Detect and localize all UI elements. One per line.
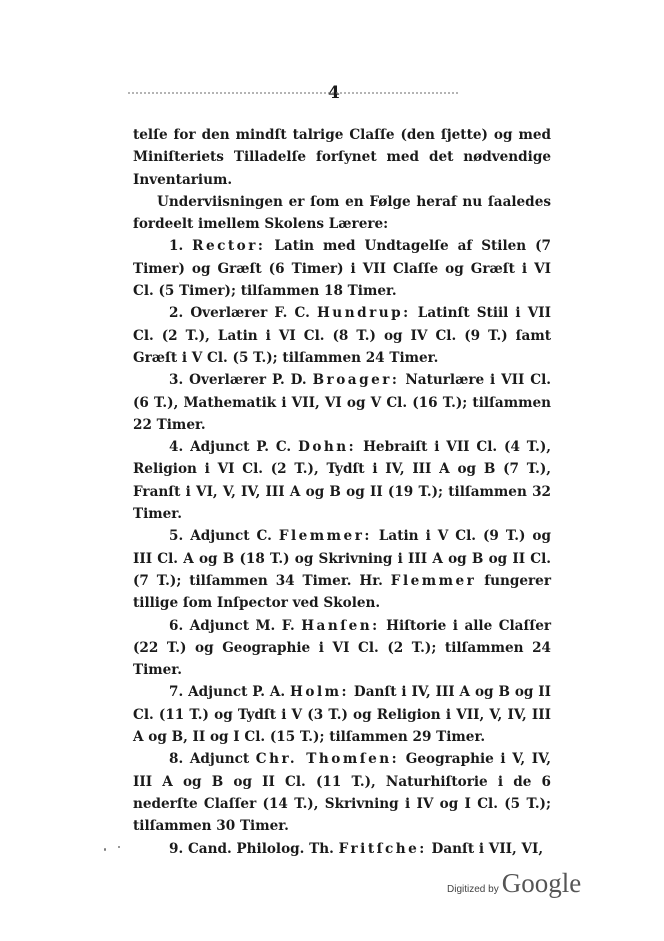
list-item [133,302,551,369]
page-number: 4 [328,83,340,103]
teacher-title: Overlærer P. D. [189,372,307,389]
teacher-name: Fritſche: [338,840,427,857]
teacher-title: Cand. Philolog. Th. [187,840,334,857]
item-text: Naturlære i VII Cl. (6 T.), Mathematik i VII, VI og V Cl. (16 T.); tilſammen 22 Timer. [133,372,552,433]
teacher-title: Adjunct M. F. [189,617,295,634]
digitization-watermark [447,868,581,899]
item-number: 3. [169,372,184,389]
teacher-title: Adjunct P. C. [190,439,292,456]
header-ornament [128,92,458,100]
scan-speck [118,846,120,848]
item-text: Hiſtorie i alle Claſſer (22 T.) og Geographie i VI Cl. (2 T.); tilſammen 24 Timer. [133,617,551,679]
list-item [133,838,551,860]
page-body [133,124,551,860]
item-text: Latin i V Cl. (9 T.) og III Cl. A og B (18 T.) og Skrivning i III A og B og II Cl. (7 T.); tilſammen 34 Timer. [133,528,551,589]
note-name: Flemmer [390,572,477,589]
intro-paragraph: Underviisningen er ſom en Følge heraf nu ſaaledes fordeelt imellem Skolens Lærere: [133,193,551,233]
list-item [133,681,551,748]
item-number: 9. [169,840,184,857]
item-number: 8. [169,751,184,768]
item-number: 6. [169,617,184,634]
teacher-name: Broager: [312,372,400,389]
teacher-name: Dohn: [298,439,357,456]
teacher-title: Adjunct [189,751,250,768]
opening-paragraph: telſe for den mindſt talrige Claſſe (den ſjette) og med Miniſteriets Tilladelſe forſynet med det nødvendige Inventarium. [133,127,551,188]
teacher-title: Overlærer F. C. [190,305,310,322]
item-text: Danſt i IV, III A og B og II Cl. (11 T.) og Tydſt i V (3 T.) og Religion i VII, V, IV, III A og B, II og I Cl. (15 T.); tilſammen 29 Timer. [133,684,551,746]
item-number: 1. [169,238,184,255]
item-text: Latin med Undtagelſe af Stilen (7 Timer) og Græſt (6 Timer) i VII Claſſe og Græſt i VI Cl. (5 Timer); tilſammen 18 Timer. [133,238,551,300]
list-item [133,748,551,837]
note-prefix: Hr. [359,572,383,589]
teacher-name: Rector: [192,238,266,255]
teacher-name: Hanſen: [301,617,380,634]
list-item [133,525,551,614]
item-text: Geographie i V, IV, III A og B og II Cl. (11 T.), Naturhiſtorie i de 6 nederſte Claſſer (14 T.), Skrivning i IV og I Cl. (5 T.); tilſammen 30 Timer. [133,751,552,835]
item-number: 4. [169,439,184,456]
list-item [133,436,551,525]
teacher-name: Flemmer: [278,528,372,545]
item-text: Danſt i VII, VI, [431,840,544,857]
teacher-title: Adjunct P. A. [188,684,286,701]
item-text: Latinſt Stiil i VII Cl. (2 T.), Latin i VI Cl. (8 T.) og IV Cl. (9 T.) ſamt Græſt i V Cl. (5 T.); tilſammen 24 Timer. [133,305,551,366]
google-logo: Google [501,868,582,898]
teacher-name: Chr. Thomſen: [255,751,400,768]
item-text: Hebraiſt i VII Cl. (4 T.), Religion i VI Cl. (2 T.), Tydſt i IV, III A og B (7 T.), Franſt i VI, V, IV, III A og B og II (19 T.); tilſammen 32 Timer. [133,439,552,523]
list-item [133,369,551,436]
digitized-by-label: Digitized by [447,884,499,895]
list-item [133,235,551,302]
item-number: 7. [169,684,184,701]
note-text: fungerer tillige ſom Inſpector ved Skolen. [133,572,551,612]
teacher-name: Hundrup: [316,305,411,322]
item-number: 2. [169,305,184,322]
scan-speck [104,848,106,851]
item-number: 5. [169,528,184,545]
teacher-title: Adjunct C. [190,528,272,545]
teacher-name: Holm: [290,684,350,701]
list-item [133,615,551,682]
